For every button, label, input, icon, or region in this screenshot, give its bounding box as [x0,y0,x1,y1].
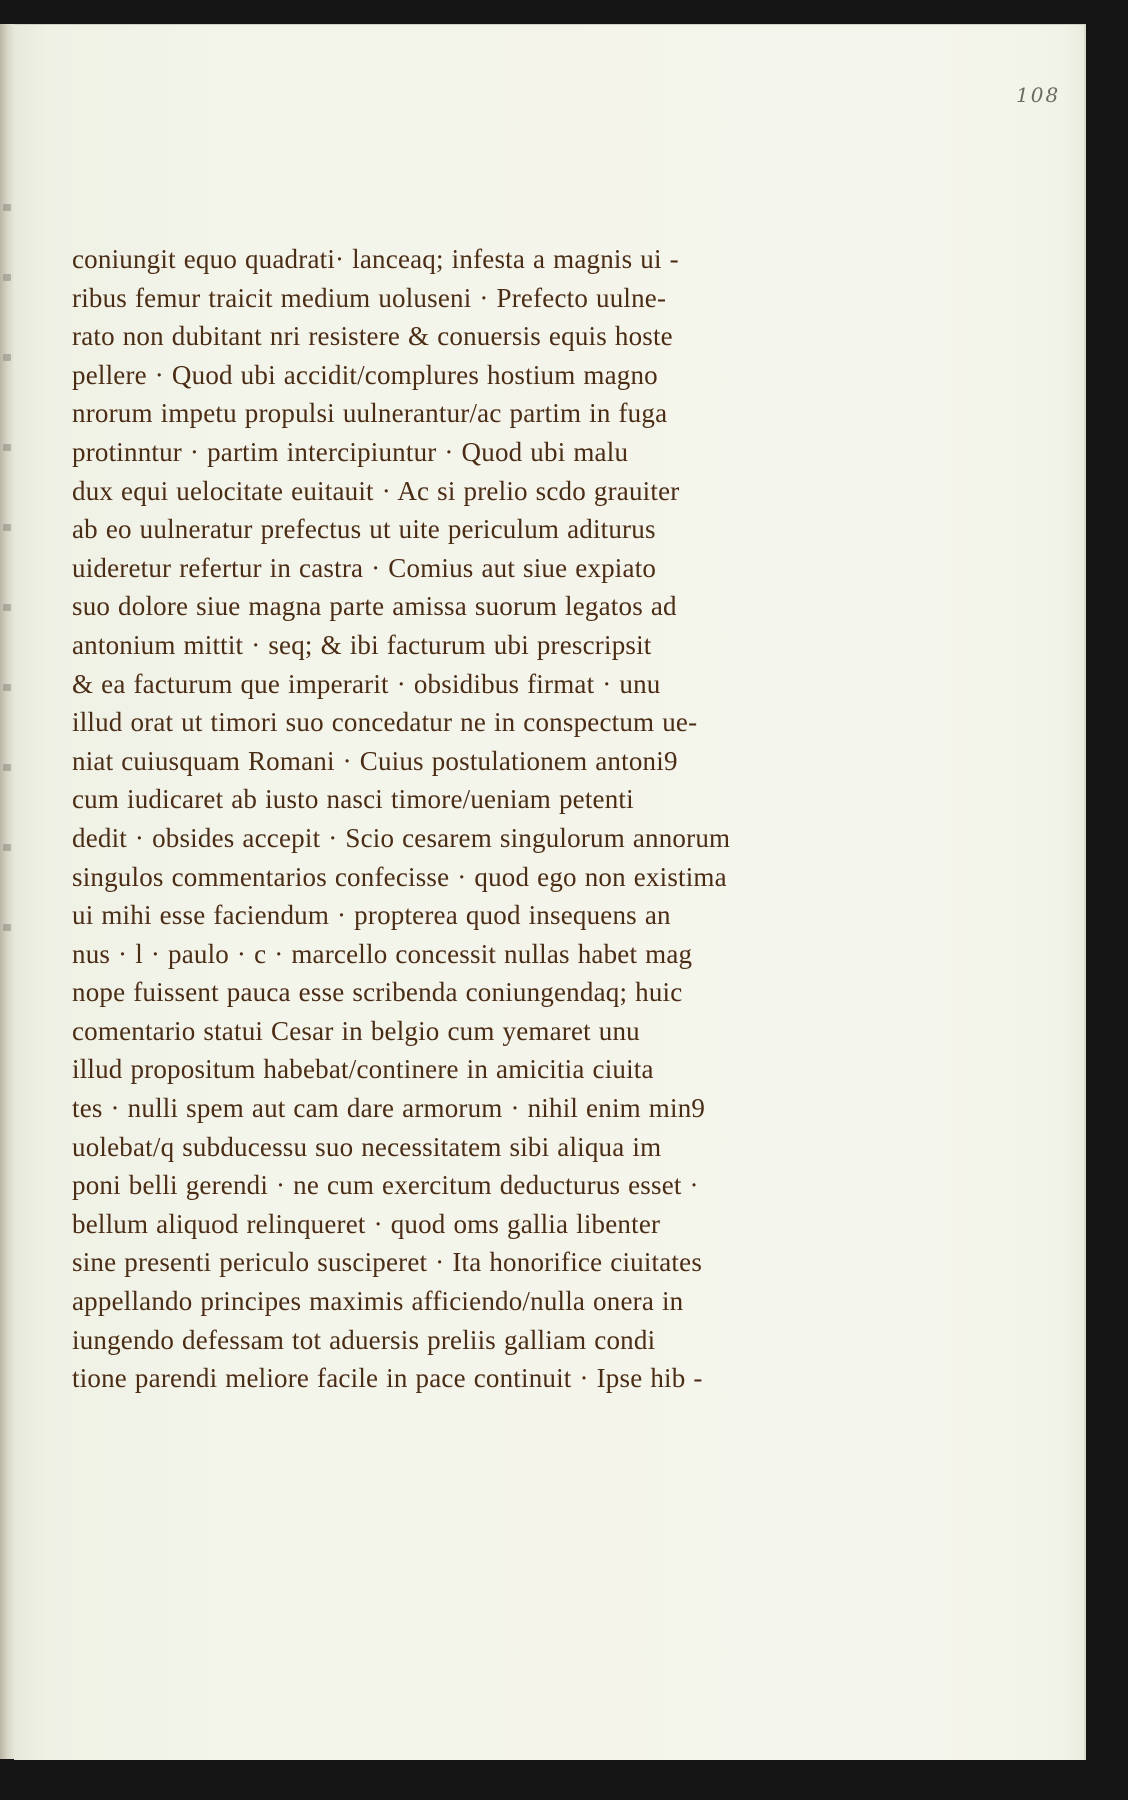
text-line: illud propositum habebat/continere in amicitia ciuita [72,1054,654,1085]
text-line: tione parendi meliore facile in pace continuit · Ipse hib - [72,1363,703,1394]
text-line: illud orat ut timori suo concedatur ne in conspectum ue- [72,707,698,738]
bleed-through-mark [3,274,11,281]
bleed-through-mark [3,684,11,691]
text-line: suo dolore siue magna parte amissa suorum legatos ad [72,591,677,622]
text-line: dux equi uelocitate euitauit · Ac si prelio scdo grauiter [72,475,680,506]
text-line: niat cuiusquam Romani · Cuius postulationem antoni9 [72,745,678,776]
bleed-through-mark [3,204,11,211]
text-line: rato non dubitant nri resistere & conuersis equis hoste [72,321,673,352]
bleed-through-mark [3,524,11,531]
bleed-through-mark [3,354,11,361]
text-line: protinntur · partim intercipiuntur · Quod ubi malu [72,436,629,467]
text-line: appellando principes maximis afficiendo/nulla onera in [72,1286,684,1317]
text-line: nrorum impetu propulsi uulnerantur/ac partim in fuga [72,398,668,429]
bleed-through-mark [3,844,11,851]
text-line: bellum aliquod relinqueret · quod oms gallia libenter [72,1208,661,1239]
text-line: sine presenti periculo susciperet · Ita honorifice ciuitates [72,1247,703,1278]
text-line: pellere · Quod ubi accidit/complures hostium magno [72,359,658,390]
bleed-through-mark [3,924,11,931]
previous-page-edge [0,24,14,1759]
text-line: comentario statui Cesar in belgio cum yemaret unu [72,1015,640,1046]
text-line: coniungit equo quadrati· lanceaq; infesta a magnis ui - [72,244,679,274]
text-line: poni belli gerendi · ne cum exercitum deducturus esset · [72,1170,699,1201]
bleed-through-mark [3,444,11,451]
text-line: singulos commentarios confecisse · quod ego non existima [72,861,727,892]
text-line: uideretur refertur in castra · Comius aut siue expiato [72,552,657,583]
manuscript-page [14,24,1086,1760]
text-block [72,240,832,1398]
text-line: nus · l · paulo · c · marcello concessit nullas habet mag [72,938,693,969]
text-line: antonium mittit · seq; & ibi facturum ubi prescripsit [72,629,652,660]
text-line: ui mihi esse faciendum · propterea quod insequens an [72,900,671,931]
text-line: & ea facturum que imperarit · obsidibus firmat · unu [72,668,661,699]
text-line: nope fuissent pauca esse scribenda coniungendaq; huic [72,977,683,1008]
text-line: ab eo uulneratur prefectus ut uite periculum aditurus [72,514,656,545]
text-line: uolebat/q subducessu suo necessitatem sibi aliqua im [72,1131,662,1162]
text-line: tes · nulli spem aut cam dare armorum · nihil enim min9 [72,1093,706,1124]
bleed-through-mark [3,764,11,771]
text-line: iungendo defessam tot aduersis preliis galliam condi [72,1324,656,1355]
bleed-through-mark [3,604,11,611]
text-line: dedit · obsides accepit · Scio cesarem singulorum annorum [72,822,731,853]
folio-number: 108 [1016,83,1061,107]
text-line: ribus femur traicit medium uoluseni · Prefecto uulne- [72,282,667,313]
text-line: cum iudicaret ab iusto nasci timore/ueniam petenti [72,784,634,815]
